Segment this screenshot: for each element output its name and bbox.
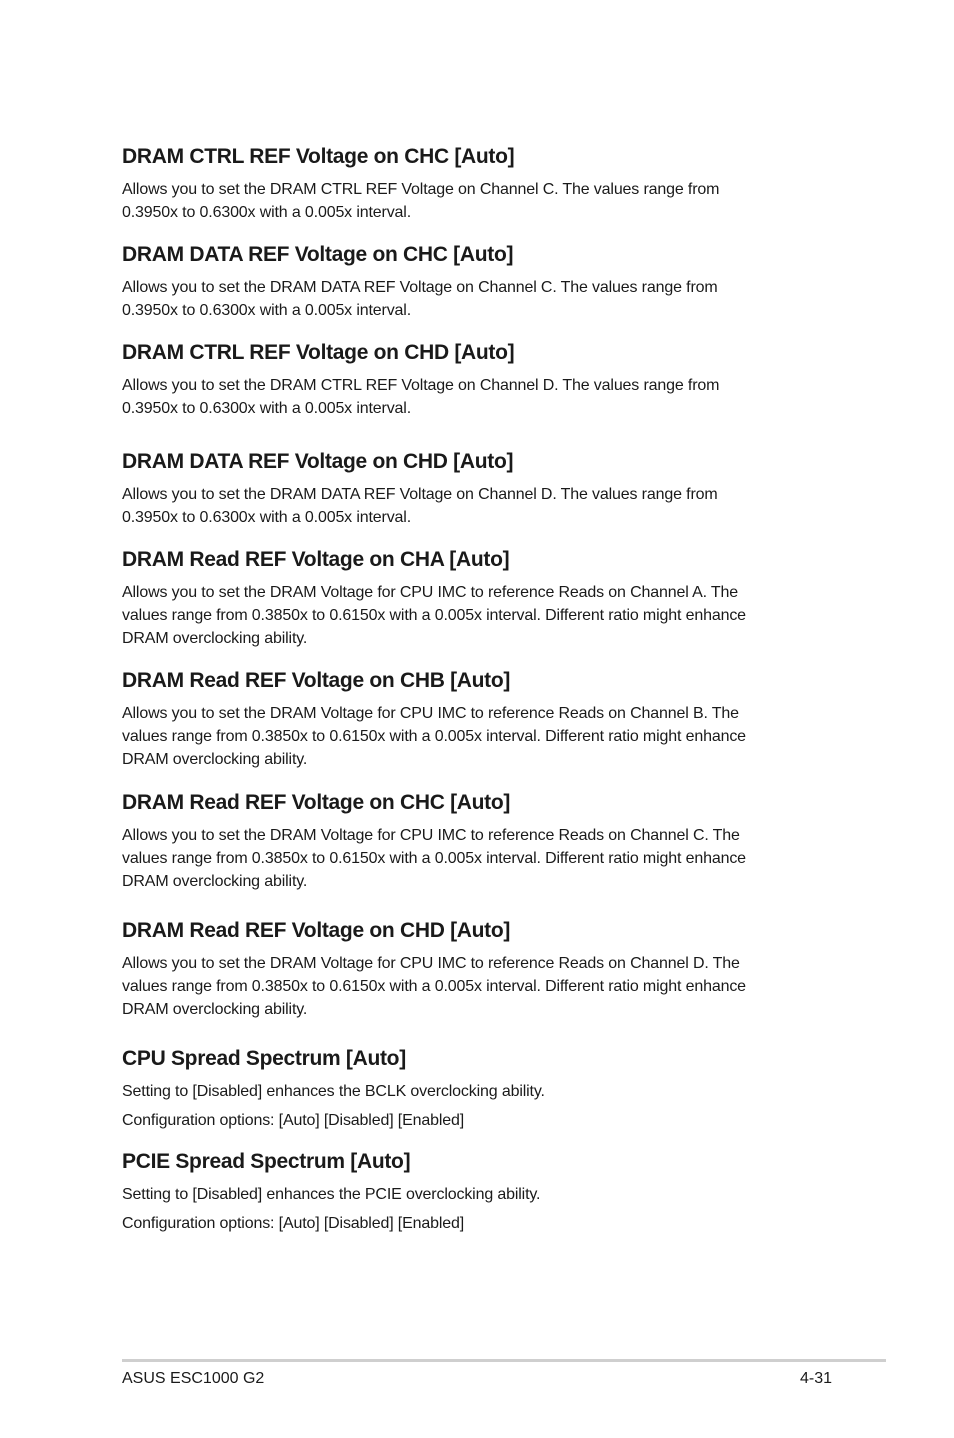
section-text-line: Allows you to set the DRAM DATA REF Voltage on Channel D. The values range from — [122, 486, 718, 503]
section-title: PCIE Spread Spectrum [Auto] — [122, 1150, 411, 1173]
section-text-line: 0.3950x to 0.6300x with a 0.005x interval. — [122, 302, 412, 319]
section-text-line: Setting to [Disabled] enhances the PCIE overclocking ability. — [122, 1186, 541, 1203]
footer-page-number: 4-31 — [800, 1370, 833, 1387]
section-text-line: DRAM overclocking ability. — [122, 630, 308, 647]
section-dram-data-ref-chc — [122, 241, 822, 322]
section-text-line: values range from 0.3850x to 0.6150x with a 0.005x interval. Different ratio might enhance — [122, 728, 746, 745]
section-pcie-spread-spectrum — [122, 1148, 822, 1235]
section-text-line: Allows you to set the DRAM DATA REF Voltage on Channel C. The values range from — [122, 279, 718, 296]
section-title: CPU Spread Spectrum [Auto] — [122, 1047, 406, 1070]
section-text-line: values range from 0.3850x to 0.6150x with a 0.005x interval. Different ratio might enhance — [122, 978, 746, 995]
section-cpu-spread-spectrum — [122, 1045, 822, 1132]
section-dram-read-ref-chb — [122, 667, 822, 771]
section-text-line: Allows you to set the DRAM Voltage for CPU IMC to reference Reads on Channel B. The — [122, 705, 739, 722]
section-dram-data-ref-chd — [122, 448, 822, 529]
section-text-line: values range from 0.3850x to 0.6150x with a 0.005x interval. Different ratio might enhance — [122, 607, 746, 624]
section-text-line: Allows you to set the DRAM CTRL REF Voltage on Channel C. The values range from — [122, 181, 720, 198]
section-title: DRAM Read REF Voltage on CHA [Auto] — [122, 548, 510, 571]
section-dram-ctrl-ref-chd — [122, 339, 822, 420]
section-title: DRAM CTRL REF Voltage on CHD [Auto] — [122, 341, 515, 364]
footer-product-name: ASUS ESC1000 G2 — [122, 1370, 265, 1387]
section-text-line: 0.3950x to 0.6300x with a 0.005x interval. — [122, 400, 412, 417]
section-dram-read-ref-cha — [122, 546, 822, 650]
section-title: DRAM CTRL REF Voltage on CHC [Auto] — [122, 145, 515, 168]
section-title: DRAM Read REF Voltage on CHC [Auto] — [122, 791, 511, 814]
manual-content — [122, 143, 822, 1235]
section-title: DRAM Read REF Voltage on CHD [Auto] — [122, 919, 511, 942]
section-text-line: DRAM overclocking ability. — [122, 1001, 308, 1018]
section-title: DRAM Read REF Voltage on CHB [Auto] — [122, 669, 511, 692]
section-text-line: Allows you to set the DRAM CTRL REF Voltage on Channel D. The values range from — [122, 377, 720, 394]
section-title: DRAM DATA REF Voltage on CHD [Auto] — [122, 450, 514, 473]
section-text-line: DRAM overclocking ability. — [122, 751, 308, 768]
section-text-line: Allows you to set the DRAM Voltage for CPU IMC to reference Reads on Channel D. The — [122, 955, 740, 972]
section-text-line: Configuration options: [Auto] [Disabled] [Enabled] — [122, 1215, 465, 1232]
section-text-line: Setting to [Disabled] enhances the BCLK overclocking ability. — [122, 1083, 545, 1100]
section-dram-read-ref-chc — [122, 789, 822, 893]
footer-divider — [122, 1359, 886, 1362]
section-text-line: Allows you to set the DRAM Voltage for CPU IMC to reference Reads on Channel A. The — [122, 584, 739, 601]
section-dram-ctrl-ref-chc — [122, 143, 822, 224]
section-text-line: Allows you to set the DRAM Voltage for CPU IMC to reference Reads on Channel C. The — [122, 827, 740, 844]
section-text-line: DRAM overclocking ability. — [122, 873, 308, 890]
section-text-line: 0.3950x to 0.6300x with a 0.005x interval. — [122, 509, 412, 526]
section-text-line: Configuration options: [Auto] [Disabled] [Enabled] — [122, 1112, 465, 1129]
section-text-line: 0.3950x to 0.6300x with a 0.005x interval. — [122, 204, 412, 221]
section-title: DRAM DATA REF Voltage on CHC [Auto] — [122, 243, 514, 266]
section-dram-read-ref-chd — [122, 917, 822, 1021]
section-text-line: values range from 0.3850x to 0.6150x with a 0.005x interval. Different ratio might enhance — [122, 850, 746, 867]
